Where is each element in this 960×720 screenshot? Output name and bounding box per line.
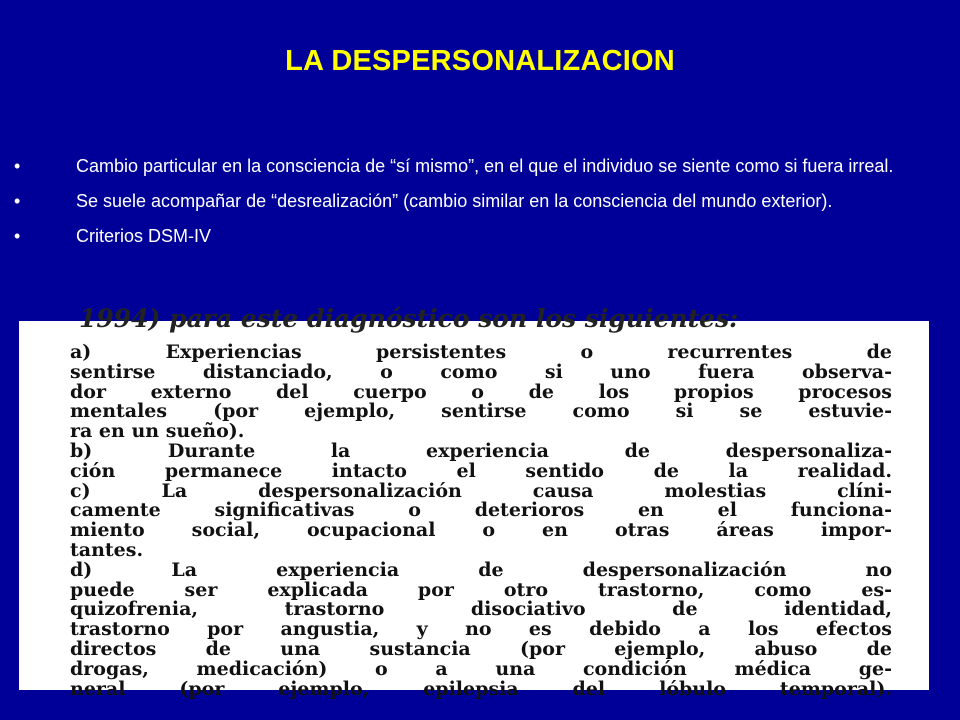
scan-line: trastorno por angustia, y no es debido a los efectos <box>70 618 892 641</box>
scan-line: neral (por ejemplo, epilepsia del lóbulo temporal). <box>70 677 892 700</box>
bullet-item <box>0 153 960 179</box>
scanned-excerpt-image <box>19 304 929 700</box>
bullet-marker: • <box>14 191 21 211</box>
scan-line: miento social, ocupacional o en otras áreas impor- <box>70 519 892 542</box>
bullet-list <box>0 153 960 258</box>
scan-cut-header: 1994) para este diagnóstico son los siguientes: <box>79 304 739 333</box>
bullet-marker: • <box>14 226 21 246</box>
scan-line: c) La despersonalización causa molestias clíni- <box>70 479 892 502</box>
bullet-item <box>0 188 960 214</box>
scan-line: a) Experiencias persistentes o recurrentes de <box>70 341 892 363</box>
scan-line: quizofrenia, trastorno disociativo de identidad, <box>70 598 892 621</box>
scan-line: sentirse distanciado, o como si uno fuera observa- <box>70 360 892 383</box>
scan-line: ra en un sueño). <box>70 420 245 443</box>
scan-line: directos de una sustancia (por ejemplo, abuso de <box>70 637 892 660</box>
scan-line: puede ser explicada por otro trastorno, como es- <box>70 578 892 601</box>
scan-line: drogas, medicación) o a una condición médica ge- <box>70 657 892 680</box>
bullet-marker: • <box>14 156 21 176</box>
slide-title: LA DESPERSONALIZACION <box>285 45 675 77</box>
scan-line: tantes. <box>70 538 144 561</box>
bullet-text: Cambio particular en la consciencia de “sí mismo”, en el que el individuo se siente como si fuera irreal. <box>76 156 894 176</box>
scan-line: dor externo del cuerpo o de los propios procesos <box>70 380 892 403</box>
bullet-item <box>0 223 960 249</box>
scan-text-block <box>70 343 892 699</box>
scan-line: d) La experiencia de despersonalización no <box>70 558 892 581</box>
scan-line: camente significativas o deterioros en el funciona- <box>70 499 892 522</box>
scan-line: ción permanece intacto el sentido de la realidad. <box>70 459 892 482</box>
scan-line: mentales (por ejemplo, sentirse como si se estuvie- <box>70 400 892 423</box>
bullet-text: Criterios DSM-IV <box>76 226 212 246</box>
bullet-text: Se suele acompañar de “desrealización” (cambio similar en la consciencia del mundo exterior). <box>76 191 833 211</box>
scan-line: b) Durante la experiencia de despersonaliza- <box>70 439 892 462</box>
